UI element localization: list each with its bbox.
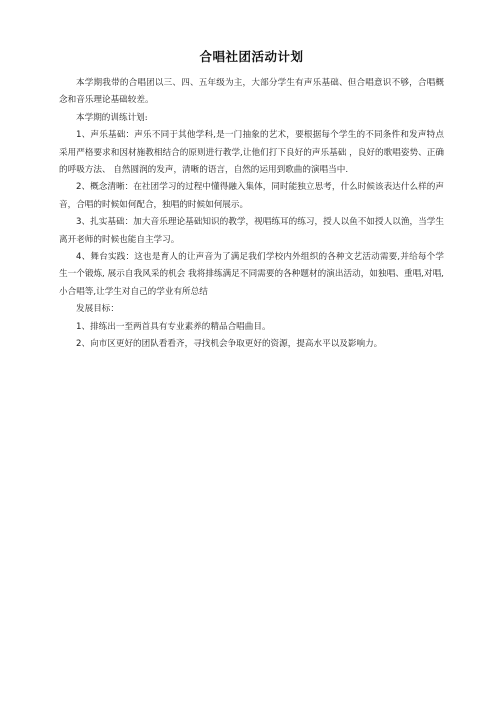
plan-heading — [59, 110, 444, 127]
list-item-text: 声乐基础：声乐不同于其他学科,是一门抽象的艺术，要根据每个学生的不同条件和发声特点采用严格要求和因材施教相结合的原则进行教学,让他们打下良好的声乐基础 ，良好的歌唱姿势、正确的呼吸方法、 自然圆润的发声，清晰的语言，自然的运用到歌曲的演唱当中. — [59, 130, 445, 176]
list-item — [59, 319, 444, 336]
goals-heading-text: 发展目标： — [76, 304, 119, 315]
list-item-text: 排练出一至两首具有专业素养的精品合唱曲目。 — [90, 321, 271, 332]
plan-heading-text: 本学期的训练计划: — [76, 112, 148, 123]
list-item-text: 扎实基础：加大音乐理论基础知识的教学，视唱练耳的练习，授人以鱼不如授人以渔，当学生离开老师的时候也能自主学习。 — [59, 217, 444, 245]
intro-text: 本学期我带的合唱团以三、四、五年级为主，大部分学生有声乐基础、但合唱意识不够，合唱概念和音乐理论基础较差。 — [59, 78, 444, 106]
list-item-text: 概念清晰：在社团学习的过程中懂得融入集体，同时能独立思考，什么时候该表达什么样的声音，合唱的时候如何配合，独唱的时候如何展示。 — [59, 182, 444, 210]
list-item-text: 向市区更好的团队看看齐，寻找机会争取更好的资源，提高水平以及影响力。 — [90, 339, 383, 350]
list-item-number: 3、 — [76, 217, 91, 228]
list-item — [59, 127, 444, 179]
list-item-text: 舞台实践：这也是育人的让声音为了满足我们学校内外组织的各种文艺活动需要,并给每个学生一个锻炼, 展示自我风采的机会 我将排练满足不同需要的各种题材的演出活动，如独唱、重唱,对唱,小合唱等,让学生对自己的学业有所总结 — [59, 252, 445, 297]
list-item-number: 4、 — [76, 252, 91, 263]
list-item — [59, 249, 444, 301]
list-item — [59, 214, 444, 249]
document-title: 合唱社团活动计划 — [199, 49, 304, 64]
intro-paragraph — [59, 75, 444, 110]
list-item-number: 2、 — [76, 182, 91, 193]
list-item — [59, 179, 444, 214]
list-item-number: 1、 — [76, 130, 91, 141]
list-item-number: 1、 — [76, 321, 91, 332]
list-item — [59, 336, 444, 353]
goals-heading — [59, 301, 444, 318]
list-item-number: 2、 — [76, 339, 91, 350]
